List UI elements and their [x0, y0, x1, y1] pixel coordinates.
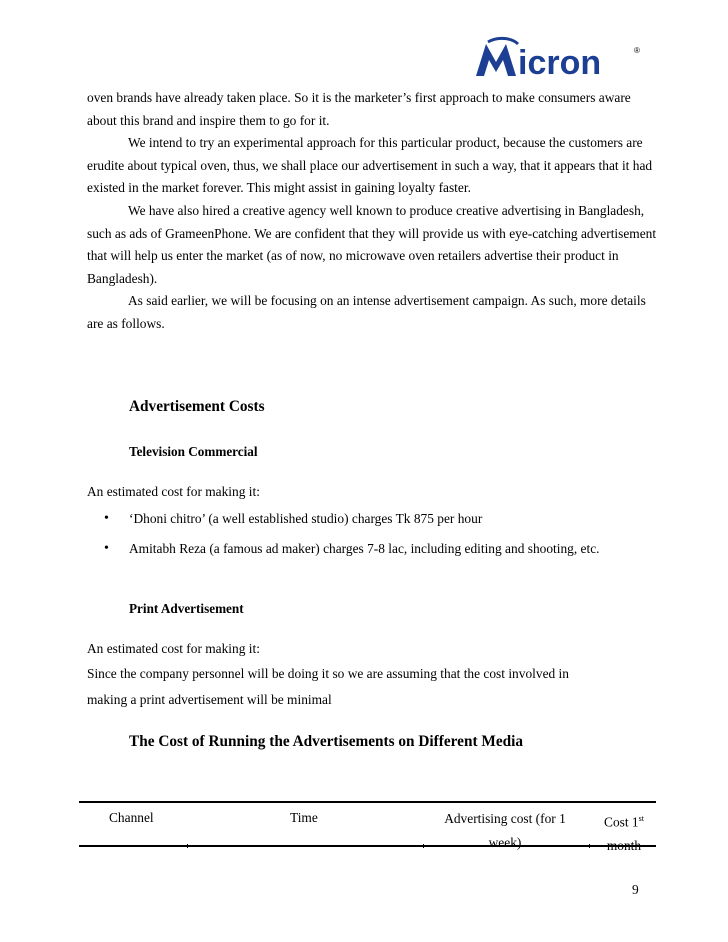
micron-logo [472, 36, 642, 82]
heading-television-commercial: Television Commercial [129, 444, 258, 459]
svg-text:icron: icron [518, 44, 602, 82]
print-line-2: making a print advertisement will be minimal [87, 692, 332, 707]
paragraph: We intend to try an experimental approach for this particular product, because the customers are erudite about typical oven, thus, we shall place our advertisement in such a way, that it appears that it had existed in the market forever. This might assist in gaining loyalty faster. [87, 135, 653, 196]
media-cost-table [79, 801, 656, 854]
cost-first-month-sup: st [638, 814, 644, 823]
heading-running-cost: The Cost of Running the Advertisements on Different Media [129, 733, 524, 750]
bullet-icon: • [104, 541, 109, 556]
micron-logo-graphic [472, 36, 632, 82]
page-number: 9 [632, 882, 639, 897]
heading-advertisement-costs: Advertisement Costs [129, 398, 265, 415]
column-divider [589, 844, 590, 848]
advertising-cost-line-2: week) [488, 835, 522, 850]
column-header-advertising-cost [425, 807, 585, 855]
paragraph: As said earlier, we will be focusing on an intense advertisement campaign. As such, more details are as follows. [87, 293, 646, 331]
paragraph: We have also hired a creative agency well known to produce creative advertising in Bangladesh, such as ads of GrameenPhone. We are confident that they will provide us with eye-catching advertisement that will help us enter the market (as of now, no microwave oven retailers advertise their product in Bangladesh). [87, 202, 657, 286]
cost-bullet-list [87, 510, 600, 570]
list-item-text: Amitabh Reza (a famous ad maker) charges 7-8 lac, including editing and shooting, etc. [129, 541, 600, 556]
column-divider [187, 844, 188, 848]
cost-first-month-text: Cost 1 [604, 814, 639, 830]
heading-print-advertisement: Print Advertisement [129, 601, 244, 616]
list-item-text: ‘Dhoni chitro’ (a well established studio) charges Tk 875 per hour [129, 511, 483, 526]
registered-mark: ® [634, 46, 640, 55]
column-divider [423, 844, 424, 848]
paragraph: oven brands have already taken place. So it is the marketer’s first approach to make consumers aware about this brand and inspire them to go for it. [87, 90, 631, 128]
list-item [87, 540, 600, 570]
cost-first-month-line-2: month [606, 838, 642, 854]
cost-first-month-line-1 [595, 807, 653, 834]
print-line-1: Since the company personnel will be doing it so we are assuming that the cost involved in [87, 666, 569, 681]
column-header-channel: Channel [109, 810, 154, 825]
list-item [87, 510, 600, 540]
body-text [87, 87, 657, 336]
advertising-cost-line-1: Advertising cost (for 1 [444, 811, 566, 826]
print-estimate-intro: An estimated cost for making it: [87, 641, 260, 656]
column-header-time: Time [290, 810, 318, 825]
estimate-intro: An estimated cost for making it: [87, 484, 260, 499]
bullet-icon: • [104, 511, 109, 526]
column-header-cost-first-month [595, 807, 653, 858]
